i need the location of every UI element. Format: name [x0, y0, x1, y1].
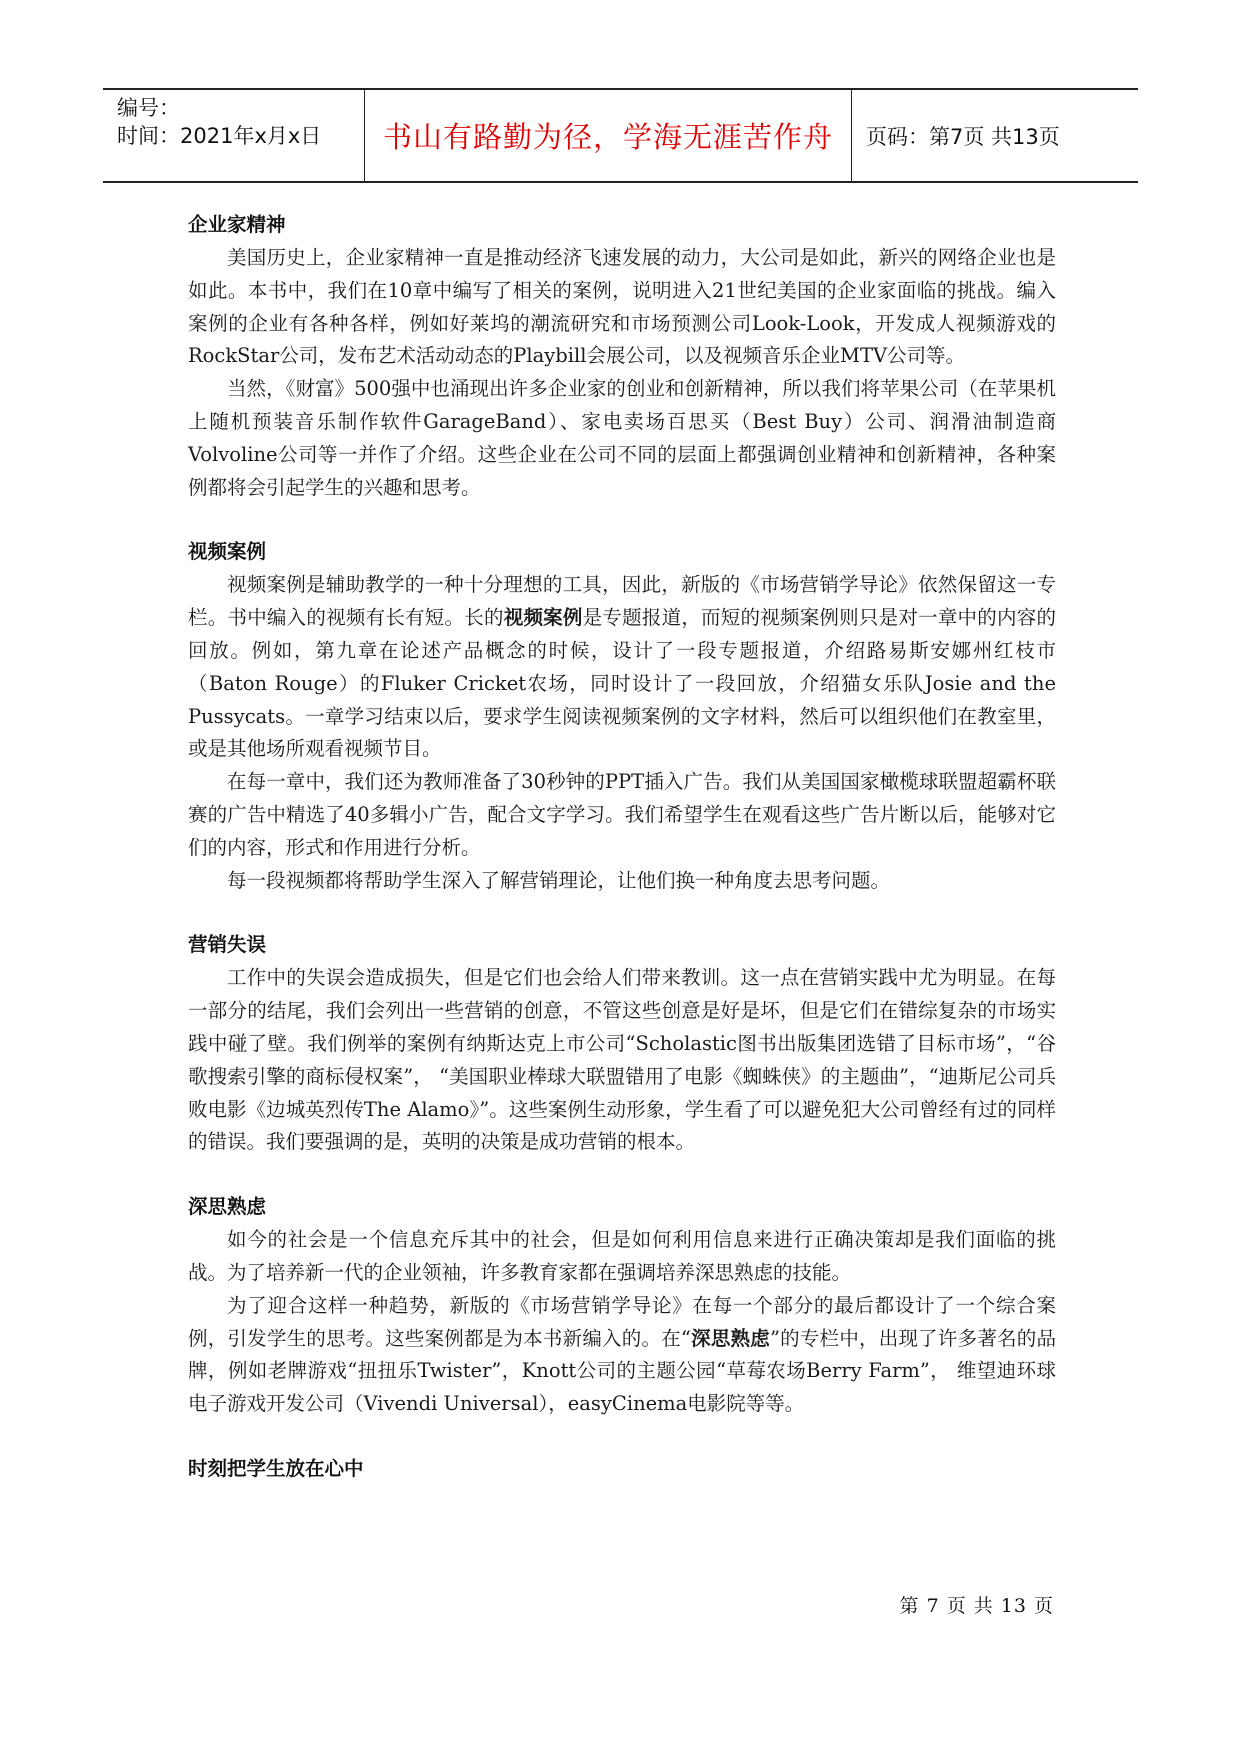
document-time-label: 时间：2021年x月x日 — [117, 124, 322, 148]
bold-term: 深思熟虑 — [690, 1326, 770, 1350]
bold-term: 视频案例 — [503, 606, 583, 630]
section-heading: 时刻把学生放在心中 — [188, 1456, 364, 1480]
section-marketing-mistakes — [188, 930, 1056, 1159]
page-footer-number: 第 7 页 共 13 页 — [899, 1595, 1054, 1617]
section-video-cases — [188, 537, 1056, 897]
section-heading: 企业家精神 — [188, 213, 286, 236]
paragraph: 每一段视频都将帮助学生深入了解营销理论，让他们换一种角度去思考问题。 — [227, 868, 891, 892]
paragraph-text: 视频案例是辅助教学的一种十分理想的工具，因此，新版的《市场营销学导论》依然保留这一专栏。书中编入的视频有长有短。长的 — [188, 573, 1056, 630]
paragraph: 美国历史上，企业家精神一直是推动经济飞速发展的动力，大公司是如此，新兴的网络企业也是如此。本书中，我们在10章中编写了相关的案例，说明进入21世纪美国的企业家面临的挑战。编入案例的企业有各种各样，例如好莱坞的潮流研究和市场预测公司Look-Look，开发成人视频游戏的RockStar公司，发布艺术活动动态的Playbill会展公司，以及视频音乐企业MTV公司等。 — [188, 246, 1056, 368]
document-number-label: 编号： — [117, 96, 180, 120]
section-deliberation — [188, 1192, 1056, 1421]
header-page-number: 页码：第7页 共13页 — [866, 124, 1060, 149]
paragraph: 如今的社会是一个信息充斥其中的社会，但是如何利用信息来进行正确决策却是我们面临的挑战。为了培养新一代的企业领袖，许多教育家都在强调培养深思熟虑的技能。 — [188, 1228, 1056, 1284]
paragraph-text: ”的专栏中，出现了许多著名的品牌，例如老牌游戏“扭扭乐Twister”，Knott公司的主题公园“草莓农场Berry Farm”， 维望迪环球电子游戏开发公司（Vivendi Universal），easyCinema电影院等等。 — [188, 1326, 1056, 1416]
section-heading: 视频案例 — [188, 540, 267, 564]
paragraph-text: 是专题报道，而短的视频案例则只是对一章中的内容的回放。例如，第九章在论述产品概念的时候，设计了一段专题报道，介绍路易斯安娜州红枝市（Baton Rouge）的Fluker Cricket农场，同时设计了一段回放，介绍猫女乐队Josie and the Pussycats。一章学习结束以后，要求学生阅读视频案例的文字材料，然后可以组织他们在教室里，或是其他场所观看视频节目。 — [188, 606, 1056, 761]
paragraph: 当然，《财富》500强中也涌现出许多企业家的创业和创新精神，所以我们将苹果公司（在苹果机上随机预装音乐制作软件GarageBand）、家电卖场百思买（Best Buy）公司、润滑油制造商Volvoline公司等一并作了介绍。这些企业在公司不同的层面上都强调创业精神和创新精神，各种案例都将会引起学生的兴趣和思考。 — [188, 377, 1056, 499]
header-info-cell — [103, 90, 365, 181]
page-header — [103, 88, 1138, 183]
section-entrepreneurship — [188, 210, 1056, 504]
paragraph: 工作中的失误会造成损失，但是它们也会给人们带来教训。这一点在营销实践中尤为明显。在每一部分的结尾，我们会列出一些营销的创意，不管这些创意是好是坏，但是它们在错综复杂的市场实践中碰了壁。我们例举的案例有纳斯达克上市公司“Scholastic图书出版集团选错了目标市场”，“谷歌搜索引擎的商标侵权案”， “美国职业棒球大联盟错用了电影《蜘蛛侠》的主题曲”，“迪斯尼公司兵败电影《边城英烈传The Alamo》”。这些案例生动形象，学生看了可以避免犯大公司曾经有过的同样的错误。我们要强调的是，英明的决策是成功营销的根本。 — [188, 966, 1056, 1154]
paragraph-text: 为了迎合这样一种趋势，新版的《市场营销学导论》在每一个部分的最后都设计了一个综合案例，引发学生的思考。这些案例都是为本书新编入的。在“ — [188, 1293, 1056, 1350]
paragraph: 在每一章中，我们还为教师准备了30秒钟的PPT插入广告。我们从美国国家橄榄球联盟超霸杯联赛的广告中精选了40多辑小广告，配合文字学习。我们希望学生在观看这些广告片断以后，能够对它们的内容，形式和作用进行分析。 — [188, 770, 1056, 859]
document-body — [188, 210, 1056, 1517]
section-heading: 深思熟虑 — [188, 1195, 267, 1219]
paragraph — [188, 1290, 1056, 1421]
header-motto: 书山有路勤为径，学海无涯苦作舟 — [365, 90, 852, 181]
section-heading: 营销失误 — [188, 933, 267, 957]
section-students-in-mind — [188, 1454, 1056, 1484]
paragraph — [188, 569, 1056, 766]
